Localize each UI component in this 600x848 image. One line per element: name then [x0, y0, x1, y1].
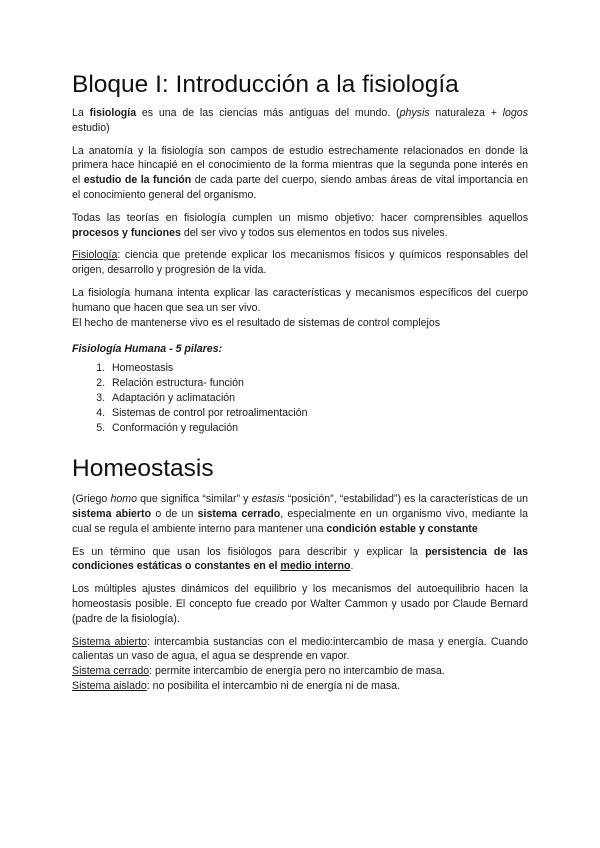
- paragraph-termino-fisiologos: Es un término que usan los fisiólogos para describir y explicar la persistencia de las condiciones estáticas o constantes en el medio interno.: [72, 545, 528, 573]
- document-page: [72, 70, 528, 694]
- section-title-intro: Bloque I: Introducción a la fisiología: [72, 71, 459, 98]
- list-item: 1. Homeostasis: [108, 361, 528, 376]
- pillars-list: [72, 361, 528, 436]
- paragraph-fisiologia-term: Fisiología: ciencia que pretende explicar los mecanismos físicos y químicos responsables del origen, desarrollo y progresión de la vida.: [72, 249, 528, 277]
- paragraph-teorias: Todas las teorías en fisiología cumplen un mismo objetivo: hacer comprensibles aquellos procesos y funciones del ser vivo y todos sus elementos en todos sus niveles.: [72, 211, 528, 239]
- definition-sistema-abierto: Sistema abierto: intercambia sustancias con el medio:intercambio de masa y energía. Cuando calientas un vaso de agua, el agua se desprende en vapor.: [72, 635, 528, 663]
- paragraph-anatomia-fisiologia: La anatomía y la fisiología son campos de estudio estrechamente relacionados en donde la primera hace hincapié en el conocimiento de la forma mientras que la segunda pone interés en el estudio de la función de cada parte del cuerpo, siendo ambas áreas de vital importancia en el conocimiento general del organismo.: [72, 144, 528, 201]
- list-item: 4. Sistemas de control por retroalimentación: [108, 406, 528, 421]
- pillars-heading: Fisiología Humana - 5 pilares:: [72, 343, 223, 356]
- paragraph-griego-homo: (Griego homo que significa “similar” y estasis “posición”, “estabilidad”) es la características de un sistema abierto o de un sistema cerrado, especialmente en un organismo vivo, mediante la cual se regula el ambiente interno para mantener una condición estable y constante: [72, 493, 528, 535]
- definition-sistema-aislado: Sistema aislado: no posibilita el intercambio ni de energía ni de masa.: [72, 679, 401, 692]
- paragraph-fisiologia-humana: La fisiología humana intenta explicar las características y mecanismos específicos del cuerpo humano que hacen que sea un ser vivo.: [72, 286, 528, 314]
- paragraph-mantenerse-vivo: El hecho de mantenerse vivo es el resultado de sistemas de control complejos: [72, 316, 441, 329]
- definition-sistema-cerrado: Sistema cerrado: permite intercambio de energía pero no intercambio de masa.: [72, 665, 445, 678]
- paragraph-ajustes-dinamicos: Los múltiples ajustes dinámicos del equilibrio y los mecanismos del autoequilibrio hacen la homeostasis posible. El concepto fue creado por Walter Cammon y usado por Claude Bernard (padre de la fisiología).: [72, 583, 528, 625]
- paragraph-fisiologia-definition: La fisiología es una de las ciencias más antiguas del mundo. (physis naturaleza + logos estudio): [72, 107, 528, 134]
- list-item: 5. Conformación y regulación: [108, 421, 528, 436]
- section-title-homeostasis: Homeostasis: [72, 455, 214, 483]
- list-item: 2. Relación estructura- función: [108, 376, 528, 391]
- list-item: 3. Adaptación y aclimatación: [108, 391, 528, 406]
